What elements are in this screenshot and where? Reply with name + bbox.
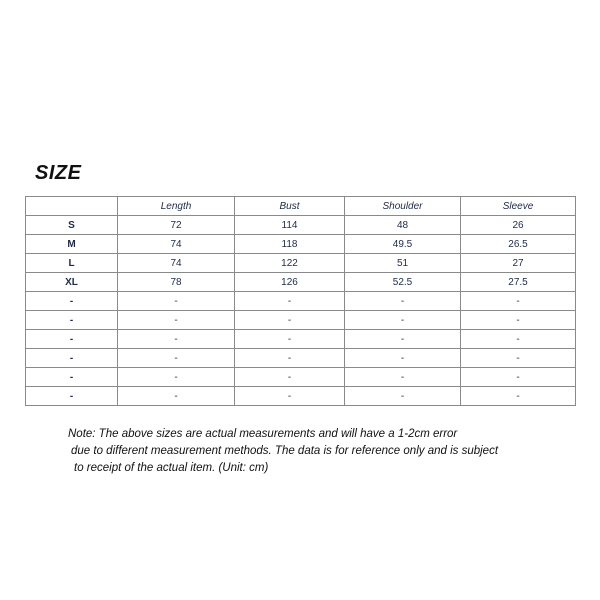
header-bust: Bust (235, 197, 345, 216)
table-row (26, 368, 576, 387)
note-line: due to different measurement methods. The data is for reference only and is subject (71, 445, 499, 457)
cell-bust: - (235, 311, 345, 330)
cell-size: L (26, 254, 118, 273)
cell-bust: - (235, 368, 345, 387)
table-row (26, 311, 576, 330)
cell-sleeve: - (461, 330, 576, 349)
cell-size: M (26, 235, 118, 254)
cell-sleeve: 27.5 (461, 273, 576, 292)
cell-size: - (26, 292, 118, 311)
cell-length: 74 (118, 235, 235, 254)
table-header-row (26, 197, 576, 216)
cell-bust: - (235, 292, 345, 311)
table-row (26, 273, 576, 292)
note-line: Note: The above sizes are actual measurements and will have a 1-2cm error (68, 428, 458, 440)
cell-bust: - (235, 349, 345, 368)
table-row (26, 330, 576, 349)
cell-length: 78 (118, 273, 235, 292)
cell-shoulder: 48 (345, 216, 461, 235)
cell-size: - (26, 311, 118, 330)
cell-bust: 118 (235, 235, 345, 254)
cell-size: S (26, 216, 118, 235)
table-row (26, 292, 576, 311)
cell-length: 74 (118, 254, 235, 273)
cell-sleeve: - (461, 292, 576, 311)
cell-length: - (118, 387, 235, 406)
table-row (26, 349, 576, 368)
size-chart-title: SIZE (35, 162, 82, 184)
cell-sleeve: - (461, 311, 576, 330)
cell-length: - (118, 292, 235, 311)
cell-length: - (118, 311, 235, 330)
cell-length: - (118, 349, 235, 368)
cell-size: XL (26, 273, 118, 292)
cell-shoulder: - (345, 349, 461, 368)
cell-bust: - (235, 387, 345, 406)
header-shoulder: Shoulder (345, 197, 461, 216)
measurement-note (68, 426, 588, 477)
table-row (26, 387, 576, 406)
cell-sleeve: 26 (461, 216, 576, 235)
cell-shoulder: - (345, 330, 461, 349)
header-sleeve: Sleeve (461, 197, 576, 216)
cell-sleeve: 26.5 (461, 235, 576, 254)
cell-shoulder: - (345, 387, 461, 406)
cell-length: - (118, 330, 235, 349)
cell-size: - (26, 368, 118, 387)
cell-sleeve: 27 (461, 254, 576, 273)
size-chart-table (25, 196, 576, 406)
cell-size: - (26, 330, 118, 349)
cell-size: - (26, 349, 118, 368)
cell-sleeve: - (461, 368, 576, 387)
table-row (26, 235, 576, 254)
cell-shoulder: - (345, 311, 461, 330)
cell-size: - (26, 387, 118, 406)
note-line: to receipt of the actual item. (Unit: cm) (74, 462, 269, 474)
cell-bust: 114 (235, 216, 345, 235)
cell-sleeve: - (461, 349, 576, 368)
table-row (26, 254, 576, 273)
cell-bust: 126 (235, 273, 345, 292)
cell-length: - (118, 368, 235, 387)
cell-bust: - (235, 330, 345, 349)
header-size (26, 197, 118, 216)
cell-sleeve: - (461, 387, 576, 406)
header-length: Length (118, 197, 235, 216)
cell-bust: 122 (235, 254, 345, 273)
cell-shoulder: 52.5 (345, 273, 461, 292)
cell-shoulder: - (345, 292, 461, 311)
cell-shoulder: - (345, 368, 461, 387)
cell-shoulder: 49.5 (345, 235, 461, 254)
cell-shoulder: 51 (345, 254, 461, 273)
cell-length: 72 (118, 216, 235, 235)
table-row (26, 216, 576, 235)
